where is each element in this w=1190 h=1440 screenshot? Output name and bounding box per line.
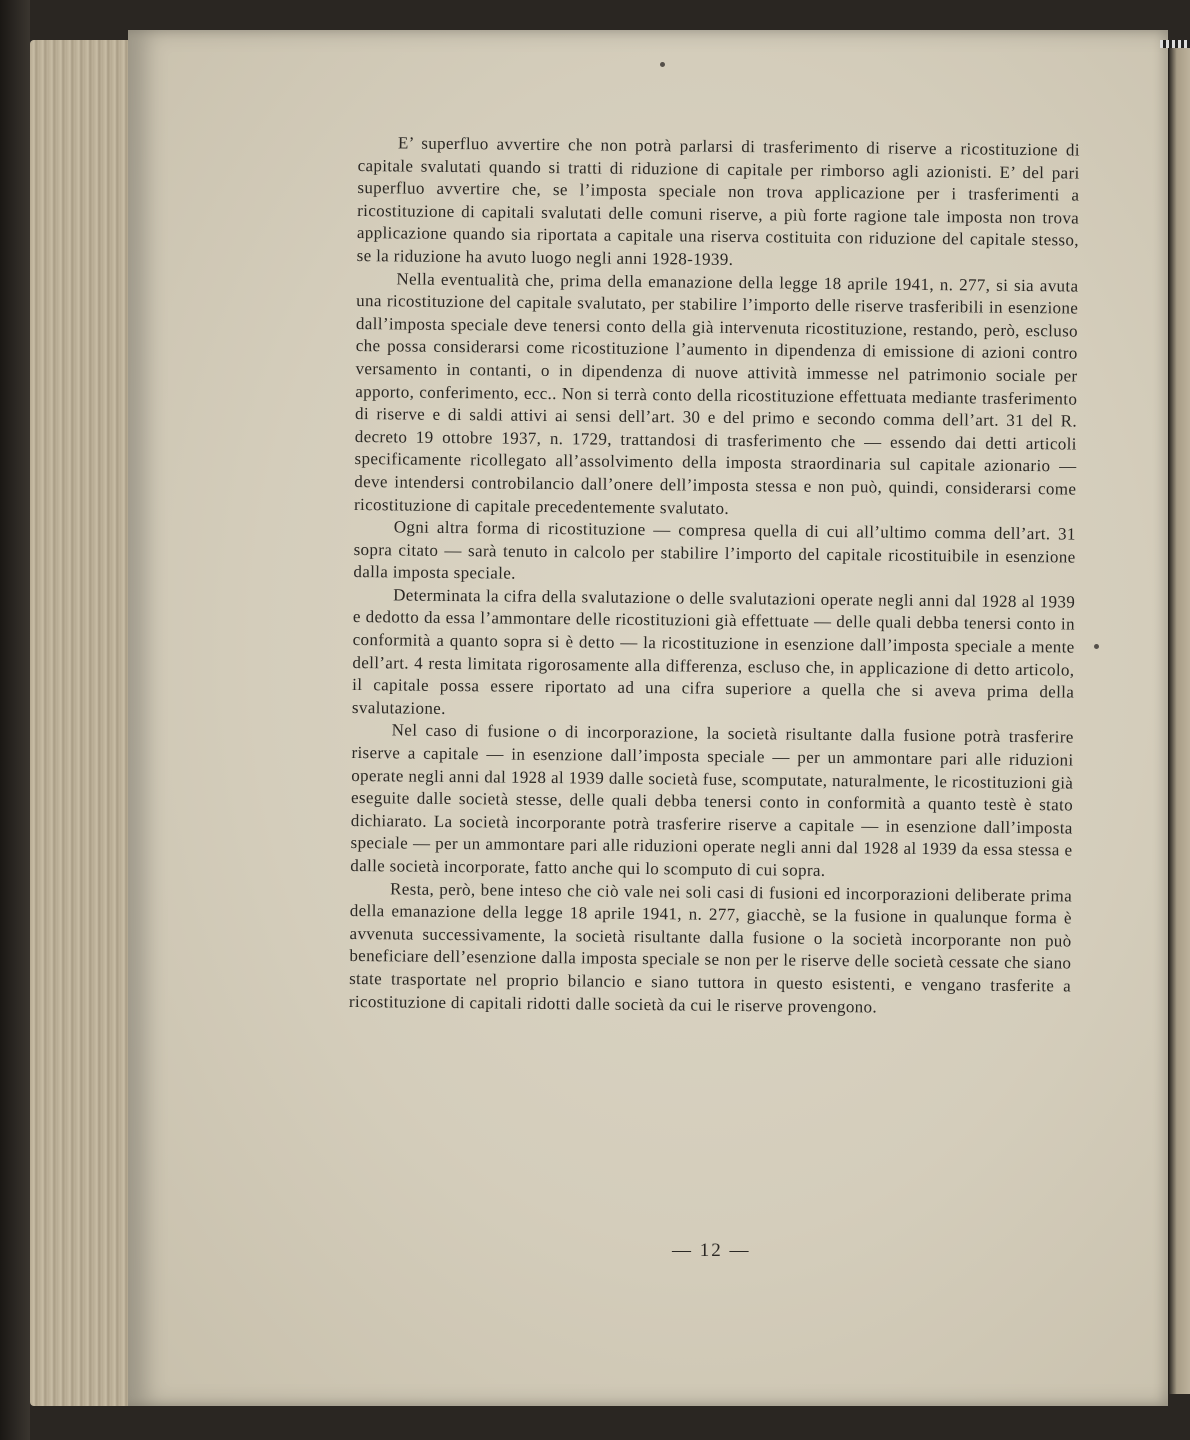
scan-ruler-mark xyxy=(1160,40,1190,48)
page-number: — 12 — xyxy=(672,1240,751,1261)
paragraph: E’ superfluo avvertire che non potrà parlarsi di trasferimento di riserve a ricostituzione di capitale svalutati quando si tratti di riduzione di capitale per rimborso agli azionisti. E’ del pari superfluo avvertire che, se l’imposta speciale non trova applicazione per i trasferimenti a ricostituzione di capitali svalutati delle comuni riserve, a più forte ragione tale imposta non trova applicazione quando sia riportata a capitale una riserva costituita con riduzione del capitale stesso, se la riduzione ha avuto luogo negli anni 1928-1939. xyxy=(356,133,1080,269)
body-text xyxy=(349,132,1080,1021)
paragraph: Nel caso di fusione o di incorporazione, la società risultante dalla fusione potrà trasferire riserve a capitale — in esenzione dall’imposta speciale — per un ammontare pari alle riduzioni operate negli anni dal 1928 al 1939 dalle società fuse, scomputate, naturalmente, le ricostituzioni già eseguite dalle società stesse, delle quali debba tenersi conto in conformità a quanto testè è stato dichiarato. La società incorporante potrà trasferire riserve a capitale — in esenzione dall’imposta speciale — per un ammontare pari alle riduzioni operate negli anni dal 1928 al 1939 da essa stessa e dalle società incorporate, fatto anche qui lo scomputo di cui sopra. xyxy=(350,720,1074,880)
paper-speck xyxy=(1094,644,1099,649)
next-page-edge xyxy=(1168,44,1190,1394)
paragraph: Determinata la cifra della svalutazione o delle svalutazioni operate negli anni dal 1928 al 1939 e dedotto da essa l’ammontare delle ricostituzioni già effettuate — delle quali debba tenersi conto in conformità a quanto sopra si è detto — la ricostituzione in esenzione dall’imposta speciale a mente dell’art. 4 resta limitata rigorosamente alla differenza, escluso che, in applicazione di detto articolo, il capitale possa essere riportato ad una cifra superiore a quella che si aveva prima della svalutazione. xyxy=(351,585,1076,718)
book-binding xyxy=(0,0,30,1440)
paper-speck xyxy=(660,62,665,67)
paragraph: Ogni altra forma di ricostituzione — compresa quella di cui all’ultimo comma dell’art. 31 sopra citato — sarà tenuto in calcolo per stabilire l’importo del capitale ricostituibile in esenzione dalla imposta speciale. xyxy=(353,517,1076,583)
paragraph: Resta, però, bene inteso che ciò vale nei soli casi di fusioni ed incorporazioni deliberate prima della emanazione della legge 18 aprile 1941, n. 277, giacchè, se la fusione in qualunque forma è avvenuta successivamente, la società risultante dalla fusione o la società incorporante non può beneficiare dell’esenzione dalla imposta speciale se non per le riserve delle società cessate che siano state trasportate nel proprio bilancio e siano tuttora in questo esistenti, e vengano trasferite a ricostituzione di capitali ridotti dalle società da cui le riserve provengono. xyxy=(348,878,1073,1017)
page-edges-stack xyxy=(30,40,130,1406)
paragraph: Nella eventualità che, prima della emanazione della legge 18 aprile 1941, n. 277, si sia avuta una ricostituzione del capitale svalutato, per stabilire l’importo delle riserve trasferibili in esenzione dall’imposta speciale deve tenersi conto della già intervenuta ricostituzione, restando, però, escluso che possa considerarsi come ricostituzione l’aumento in dipendenza di emissione di azioni contro versamento in contanti, o in dipendenza di nuove attività immesse nel patrimonio sociale per apporto, conferimento, ecc.. Non si terrà conto della ricostituzione effettuata mediante trasferimento di riserve e di saldi attivi ai sensi dell’art. 30 e del primo e secondo comma dell’art. 31 del R. decreto 19 ottobre 1937, n. 1729, trattandosi di trasferimento che — essendo dai detti articoli specificamente ricollegato all’assolvimento della imposta straordinaria sul capitale azionario — deve intendersi controbilancio dall’onere dell’imposta stessa e non può, quindi, considerarsi come ricostituzione di capitale precedentemente svalutato. xyxy=(354,268,1079,518)
